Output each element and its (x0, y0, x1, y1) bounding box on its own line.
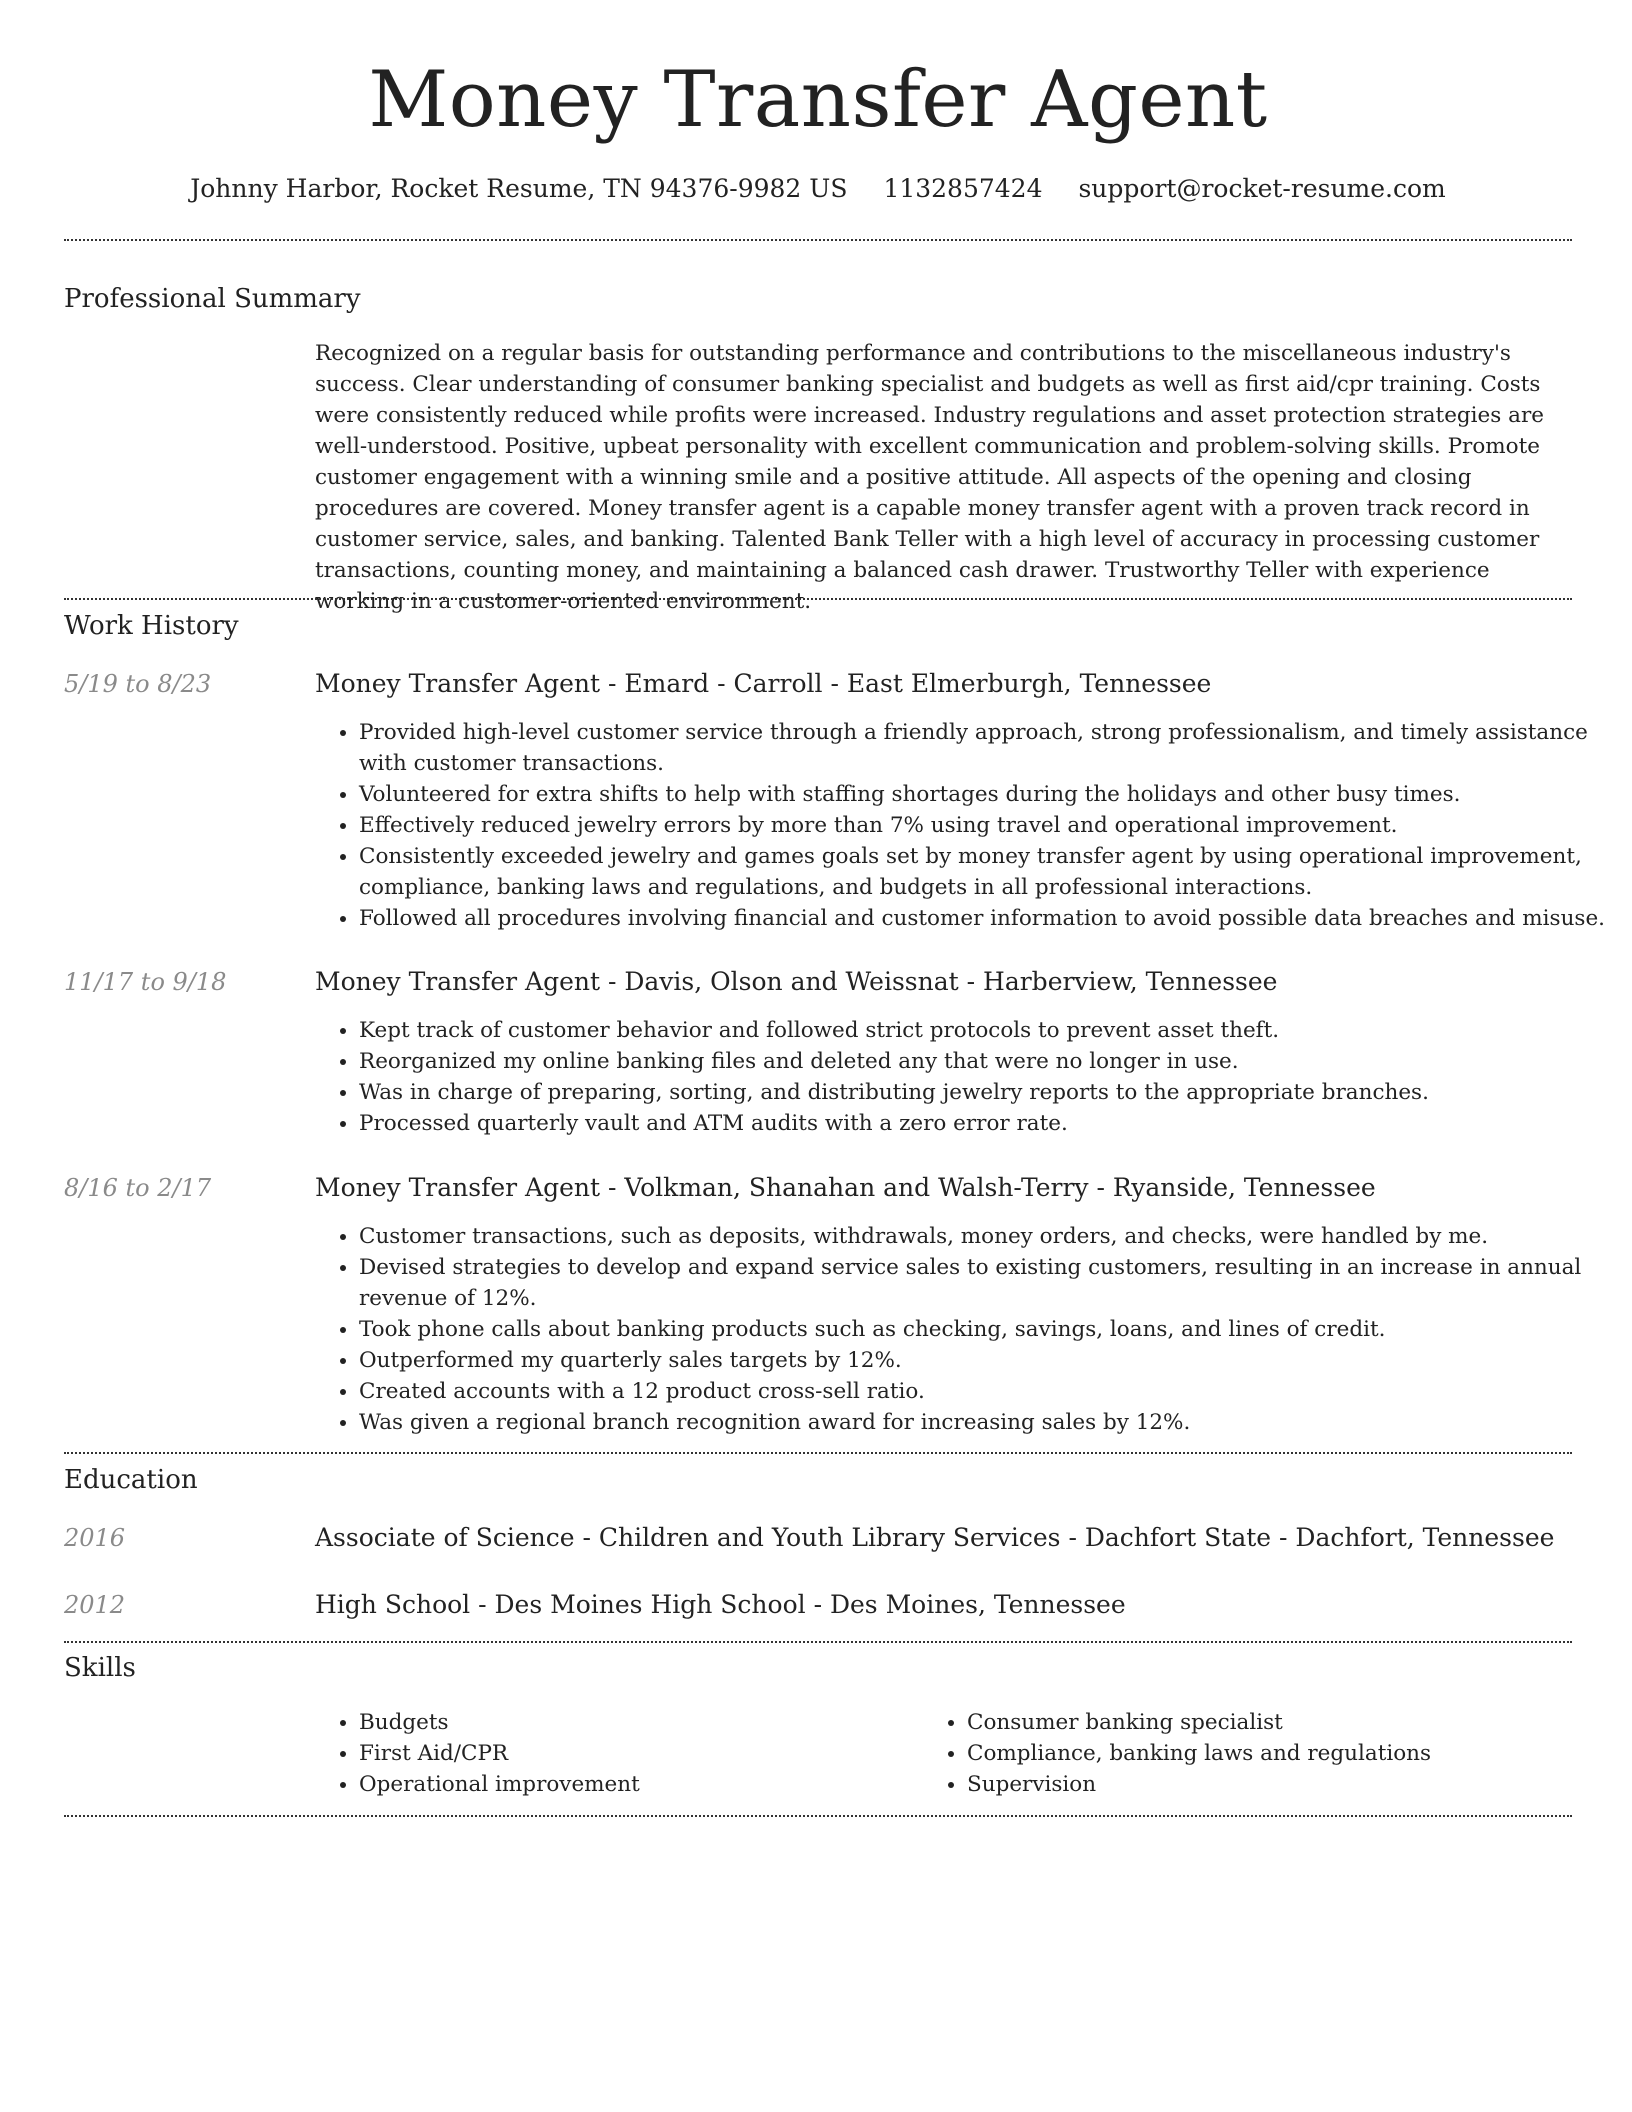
job-bullet: • Created accounts with a 12 product cross-sell ratio. (359, 1376, 1629, 1407)
skill-item: • First Aid/CPR (359, 1738, 919, 1769)
section-heading-work: Work History (64, 611, 239, 641)
section-divider (64, 1815, 1572, 1817)
job-title: Money Transfer Agent - Davis, Olson and Weissnat - Harberview, Tennessee (315, 967, 1278, 996)
skill-item: • Compliance, banking laws and regulations (967, 1738, 1567, 1769)
job-dates: 11/17 to 9/18 (64, 968, 227, 996)
job-bullets (359, 1221, 1629, 1438)
job-bullet: • Devised strategies to develop and expand service sales to existing customers, resulting in an increase in annual revenue of 12%. (359, 1252, 1629, 1314)
summary-text: Recognized on a regular basis for outstanding performance and contributions to the miscellaneous industry's success. Clear understanding of consumer banking specialist and budgets as well as first aid/cpr training. Costs were consistently reduced while profits were increased. Industry regulations and asset protection strategies are well-understood. Positive, upbeat personality with excellent communication and problem-solving skills. Promote customer engagement with a winning smile and a positive attitude. All aspects of the opening and closing procedures are covered. Money transfer agent is a capable money transfer agent with a proven track record in customer service, sales, and banking. Talented Bank Teller with a high level of accuracy in processing customer transactions, counting money, and maintaining a balanced cash drawer. Trustworthy Teller with experience working in a customer-oriented environment. (315, 341, 1544, 614)
job-bullet: • Was given a regional branch recognition award for increasing sales by 12%. (359, 1407, 1629, 1438)
job-bullet: • Was in charge of preparing, sorting, and distributing jewelry reports to the appropriate branches. (359, 1077, 1629, 1108)
contact-phone: 1132857424 (883, 174, 1043, 203)
education-year: 2016 (64, 1524, 126, 1552)
skill-item: • Budgets (359, 1707, 919, 1738)
skills-list-right (967, 1707, 1567, 1800)
job-dates: 8/16 to 2/17 (64, 1174, 212, 1202)
section-divider (64, 239, 1572, 241)
skill-item: • Consumer banking specialist (967, 1707, 1567, 1738)
job-bullet: • Effectively reduced jewelry errors by more than 7% using travel and operational improvement. (359, 810, 1629, 841)
education-entry: Associate of Science - Children and Youth Library Services - Dachfort State - Dachfort, Tennessee (315, 1523, 1555, 1552)
job-dates: 5/19 to 8/23 (64, 670, 212, 698)
job-bullet: • Took phone calls about banking products such as checking, savings, loans, and lines of credit. (359, 1314, 1629, 1345)
job-bullets (359, 1015, 1629, 1139)
job-bullet: • Volunteered for extra shifts to help with staffing shortages during the holidays and other busy times. (359, 779, 1629, 810)
job-bullet: • Followed all procedures involving financial and customer information to avoid possible data breaches and misuse. (359, 903, 1629, 934)
contact-email: support@rocket-resume.com (1078, 174, 1446, 203)
section-heading-skills: Skills (64, 1653, 136, 1683)
skill-item: • Operational improvement (359, 1769, 919, 1800)
education-year: 2012 (64, 1591, 126, 1619)
section-divider (64, 1452, 1572, 1454)
job-bullets (359, 717, 1629, 934)
job-bullet: • Reorganized my online banking files and deleted any that were no longer in use. (359, 1046, 1629, 1077)
job-bullet: • Consistently exceeded jewelry and games goals set by money transfer agent by using operational improvement, compliance, banking laws and regulations, and budgets in all professional interactions. (359, 841, 1629, 903)
job-title: Money Transfer Agent - Emard - Carroll - East Elmerburgh, Tennessee (315, 669, 1212, 698)
education-entry: High School - Des Moines High School - Des Moines, Tennessee (315, 1590, 1126, 1619)
job-bullet: • Customer transactions, such as deposits, withdrawals, money orders, and checks, were handled by me. (359, 1221, 1629, 1252)
section-heading-education: Education (64, 1465, 198, 1495)
contact-address: Johnny Harbor, Rocket Resume, TN 94376-9982 US (190, 174, 848, 203)
resume-title: Money Transfer Agent (368, 55, 1268, 145)
job-title: Money Transfer Agent - Volkman, Shanahan and Walsh-Terry - Ryanside, Tennessee (315, 1173, 1376, 1202)
contact-line (64, 172, 1572, 206)
skill-item: • Supervision (967, 1769, 1567, 1800)
section-divider (64, 1641, 1572, 1643)
skills-list-left (359, 1707, 919, 1800)
job-bullet: • Kept track of customer behavior and followed strict protocols to prevent asset theft. (359, 1015, 1629, 1046)
job-bullet: • Outperformed my quarterly sales targets by 12%. (359, 1345, 1629, 1376)
job-bullet: • Provided high-level customer service through a friendly approach, strong professionalism, and timely assistance with customer transactions. (359, 717, 1629, 779)
section-divider (64, 598, 1572, 600)
job-bullet: • Processed quarterly vault and ATM audits with a zero error rate. (359, 1108, 1629, 1139)
section-heading-summary: Professional Summary (64, 284, 361, 314)
